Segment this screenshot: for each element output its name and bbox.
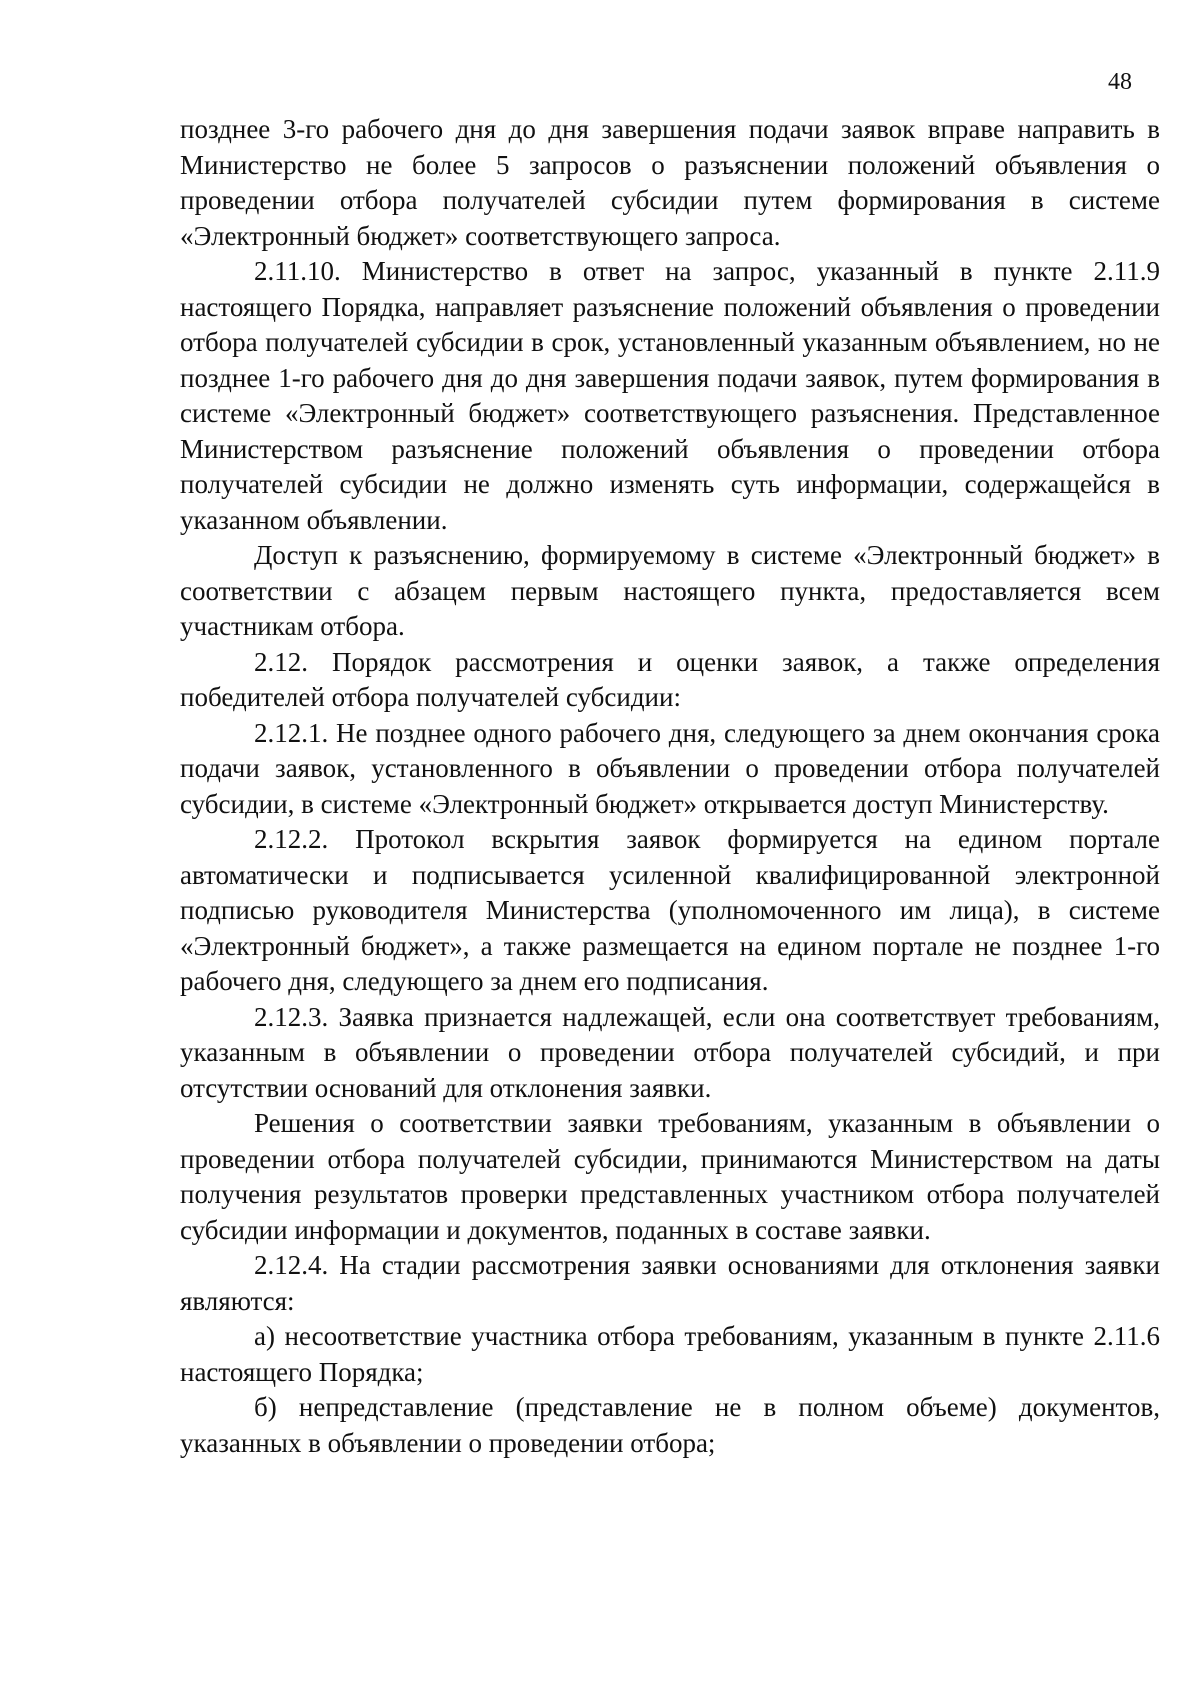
paragraph-2-11-10: 2.11.10. Министерство в ответ на запрос, указанный в пункте 2.11.9 настоящего Порядка, направляет разъяснение положений объявления о проведении отбора получателей субсидии в срок, установленный указанным объявлением, но не позднее 1-го рабочего дня до дня завершения подачи заявок, путем формирования в системе «Электронный бюджет» соответствующего разъяснения. Представленное Министерством разъяснение положений объявления о проведении отбора получателей субсидии не должно изменять суть информации, содержащейся в указанном объявлении.: [180, 256, 1160, 535]
list-item-b: б) непредставление (представление не в полном объеме) документов, указанных в объявлении о проведении отбора;: [180, 1392, 1160, 1458]
paragraph-2-12-1: 2.12.1. Не позднее одного рабочего дня, следующего за днем окончания срока подачи заявок, установленного в объявлении о проведении отбора получателей субсидии, в системе «Электронный бюджет» открывается доступ Министерству.: [180, 717, 1160, 819]
paragraph-2-12-2: 2.12.2. Протокол вскрытия заявок формируется на едином портале автоматически и подписывается усиленной квалифицированной электронной подписью руководителя Министерства (уполномоченного им лица), в системе «Электронный бюджет», а также размещается на едином портале не позднее 1-го рабочего дня, следующего за днем его подписания.: [180, 824, 1160, 996]
paragraph-2-12-4: 2.12.4. На стадии рассмотрения заявки основаниями для отклонения заявки являются:: [180, 1250, 1160, 1316]
paragraph-access-clarification: Доступ к разъяснению, формируемому в системе «Электронный бюджет» в соответствии с абзацем первым настоящего пункта, предоставляется всем участникам отбора.: [180, 540, 1160, 641]
paragraph-2-12: 2.12. Порядок рассмотрения и оценки заявок, а также определения победителей отбора получателей субсидии:: [180, 646, 1160, 712]
paragraph-decisions: Решения о соответствии заявки требованиям, указанным в объявлении о проведении отбора получателей субсидии, принимаются Министерством на даты получения результатов проверки представленных участником отбора получателей субсидии информации и документов, поданных в составе заявки.: [180, 1108, 1160, 1245]
list-item-a: а) несоответствие участника отбора требованиям, указанным в пункте 2.11.6 настоящего Порядка;: [180, 1321, 1160, 1387]
page-number: 48: [1108, 69, 1132, 95]
paragraph-continuation: позднее 3-го рабочего дня до дня завершения подачи заявок вправе направить в Министерство не более 5 запросов о разъяснении положений объявления о проведении отбора получателей субсидии путем формирования в системе «Электронный бюджет» соответствующего запроса.: [180, 114, 1160, 251]
document-body: [180, 112, 1160, 1461]
paragraph-2-12-3: 2.12.3. Заявка признается надлежащей, если она соответствует требованиям, указанным в объявлении о проведении отбора получателей субсидий, и при отсутствии оснований для отклонения заявки.: [180, 1001, 1160, 1103]
